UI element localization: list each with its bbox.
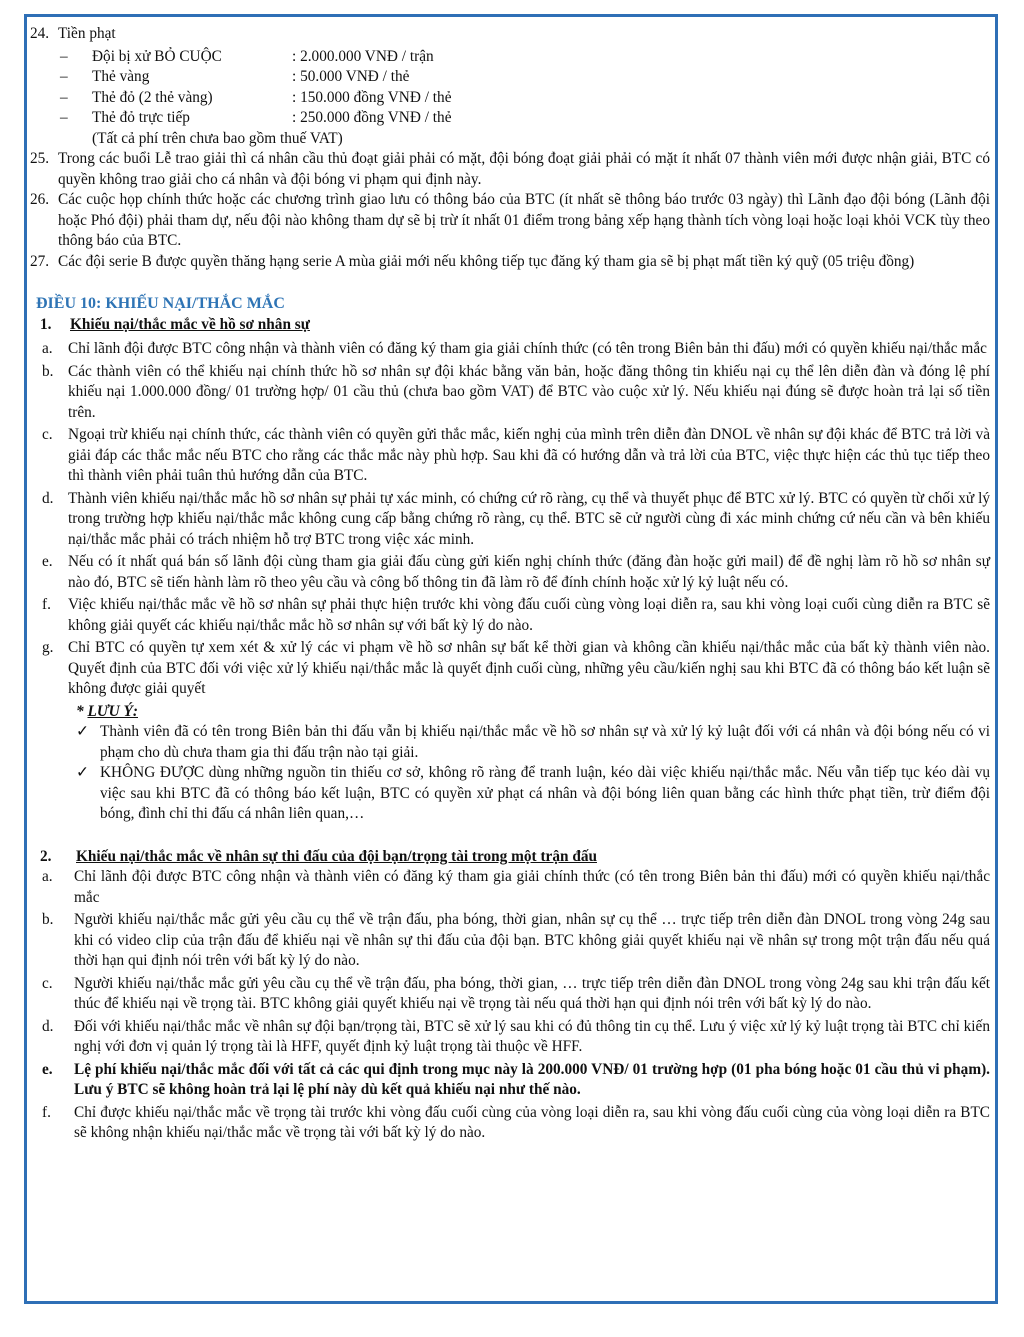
fine-value: : 50.000 VNĐ / thẻ <box>292 68 410 85</box>
note-heading <box>76 702 990 723</box>
subsection-heading-2 <box>40 847 990 868</box>
fine-value: : 250.000 đồng VNĐ / thẻ <box>292 109 452 126</box>
item-letter: f. <box>42 596 51 613</box>
note-label: LƯU Ý: <box>87 702 138 720</box>
fine-label: Đội bị xử BỎ CUỘC <box>92 47 222 65</box>
rule-27 <box>30 252 990 273</box>
list-item <box>42 974 990 1015</box>
item-letter: e. <box>42 553 53 570</box>
fine-label: Thẻ đỏ trực tiếp <box>92 109 190 126</box>
list-item <box>42 339 990 360</box>
list-item <box>42 638 990 700</box>
rule-number: 24. <box>30 25 50 42</box>
note-star: * <box>76 702 88 720</box>
rule-text: Trong các buổi Lễ trao giải thì cá nhân cầu thủ đoạt giải phải có mặt, đội bóng đoạt giải phải có mặt ít nhất 07 thành viên mới được nhận giải, BTC có quyền không trao giải cho cá nhân và đội bóng vi phạm qui định này. <box>58 150 990 188</box>
fine-row <box>60 67 990 88</box>
subsection-number: 2. <box>40 847 52 865</box>
list-item <box>42 867 990 908</box>
item-text: Chỉ được khiếu nại/thắc mắc về trọng tài trước khi vòng đấu cuối cùng của vòng loại diễn ra, sau khi vòng đấu cuối cùng của vòng loại diễn ra BTC sẽ không nhận khiếu nại/thắc mắc về trọng tài với bất kỳ lý do nào. <box>74 1103 990 1141</box>
rule-number: 25. <box>30 150 50 167</box>
list-item <box>42 362 990 424</box>
list-item <box>42 910 990 972</box>
dash: – <box>60 47 68 65</box>
item-letter: b. <box>42 362 54 380</box>
note-text: Thành viên đã có tên trong Biên bản thi đấu vẫn bị khiếu nại/thắc mắc về hồ sơ nhân sự và xử lý kỷ luật đối với cá nhân và đội bóng nếu có vi phạm cho dù chưa tham gia thi đấu trận nào tại giải. <box>100 723 990 761</box>
fine-value: : 2.000.000 VNĐ / trận <box>292 47 434 65</box>
item-letter: e. <box>42 1060 53 1078</box>
rule-title: Tiền phạt <box>58 25 116 42</box>
list-item <box>42 552 990 593</box>
list-item <box>42 1017 990 1058</box>
rule-number: 26. <box>30 191 50 208</box>
rule-24 <box>30 24 990 45</box>
item-text: Thành viên khiếu nại/thắc mắc hồ sơ nhân sự phải tự xác minh, có chứng cứ rõ ràng, cụ thể và thuyết phục để BTC xử lý. BTC có quyền từ chối xử lý trong trường hợp khiếu nại/thắc mắc không cung cấp bằng chứng rõ ràng, cụ thể. BTC sẽ cử người cùng đi xác minh chứng cứ nếu cần và bên khiếu nại/thắc mắc phải có trách nhiệm hỗ trợ BTC trong việc xác minh. <box>68 489 990 548</box>
checkmark-icon: ✓ <box>76 764 89 781</box>
item-letter: d. <box>42 1017 54 1035</box>
fine-label: Thẻ đỏ (2 thẻ vàng) <box>92 88 213 106</box>
fine-value: : 150.000 đồng VNĐ / thẻ <box>292 88 452 106</box>
list-item <box>42 595 990 636</box>
item-letter: c. <box>42 974 53 992</box>
item-letter: b. <box>42 911 54 928</box>
item-text-bold: Lệ phí khiếu nại/thắc mắc đối với tất cả các qui định trong mục này là 200.000 VNĐ/ 01 trường hợp (01 pha bóng hoặc 01 cầu thủ vi phạm). Lưu ý BTC sẽ không hoàn trả lại lệ phí này dù kết quả khiếu nại như thế nào. <box>74 1060 990 1098</box>
section-heading: ĐIỀU 10: KHIẾU NẠI/THẮC MẮC <box>36 295 285 312</box>
item-text: Người khiếu nại/thắc mắc gửi yêu cầu cụ thể về trận đấu, pha bóng, thời gian, … trực tiếp trên diễn đàn DNOL trong vòng 24g sau khi trận đấu kết thúc để khiếu nại về trọng tài. BTC không giải quyết khiếu nại về trọng tài nếu quá thời hạn qui định nói trên với bất kỳ lý do nào. <box>74 974 990 1012</box>
item-letter: d. <box>42 489 54 507</box>
list-item <box>42 1103 990 1144</box>
note-text: KHÔNG ĐƯỢC dùng những nguồn tin thiếu cơ sở, không rõ ràng để tranh luận, kéo dài việc khiếu nại/thắc mắc. Nếu vẫn tiếp tục kéo dài vụ việc sau khi BTC đã có thông báo kết luận, BTC có quyền xử phạt cá nhân và đội bóng liên quan bằng các hình thức phạt tiền, trừ điểm đội bóng, đình chỉ thi đấu cá nhân liên quan,… <box>100 764 990 822</box>
item-text: Đối với khiếu nại/thắc mắc về nhân sự đội bạn/trọng tài, BTC sẽ xử lý sau khi có đủ thông tin cụ thể. Lưu ý việc xử lý kỷ luật trọng tài BTC chỉ kiến nghị với đơn vị quản lý trọng tài là HFF, quyết định kỷ luật trọng tài thuộc về HFF. <box>74 1017 990 1055</box>
list-item <box>42 425 990 487</box>
subsection-number: 1. <box>40 315 52 333</box>
item-letter: a. <box>42 340 53 357</box>
rule-text: Các đội serie B được quyền thăng hạng serie A mùa giải mới nếu không tiếp tục đăng ký tham gia sẽ bị phạt mất tiền ký quỹ (05 triệu đồng) <box>58 252 915 270</box>
note-item <box>76 763 990 825</box>
dash: – <box>60 68 68 85</box>
checkmark-icon: ✓ <box>76 723 89 740</box>
fine-note: (Tất cả phí trên chưa bao gồm thuế VAT) <box>92 129 343 147</box>
subsection-title: Khiếu nại/thắc mắc về hồ sơ nhân sự <box>70 315 310 333</box>
subsection-2-items <box>30 867 990 1144</box>
list-item <box>42 489 990 551</box>
fine-row <box>60 108 990 129</box>
fine-row <box>60 88 990 109</box>
item-text: Ngoại trừ khiếu nại chính thức, các thành viên có quyền gửi thắc mắc, kiến nghị của mình trên diễn đàn DNOL về nhân sự đội khác để BTC trả lời và giải đáp các thắc mắc nếu BTC cho rằng các thắc mắc này phù hợp. Sau khi đã có hướng dẫn và trả lời của BTC, việc thực hiện các thủ tục tiếp theo thì thành viên phải tuân thủ hướng dẫn của BTC. <box>68 426 990 484</box>
item-text: Chỉ lãnh đội được BTC công nhận và thành viên có đăng ký tham gia giải chính thức (có tên trong Biên bản thi đấu) mới có quyền khiếu nại/thắc mắc <box>74 868 990 906</box>
rule-26 <box>30 190 990 252</box>
rule-text: Các cuộc họp chính thức hoặc các chương trình giao lưu có thông báo của BTC (ít nhất sẽ thông báo trước 03 ngày) thì Lãnh đạo đội bóng (Lãnh đội hoặc Phó đội) phải tham dự, nếu đội nào không tham dự sẽ bị trừ ít nhất 01 điểm trong bảng xếp hạng thành tích vòng loại hoặc loại khỏi VCK tùy theo thông báo của BTC. <box>58 191 990 249</box>
subsection-title: Khiếu nại/thắc mắc về nhân sự thi đấu của đội bạn/trọng tài trong một trận đấu <box>76 847 597 865</box>
fine-label: Thẻ vàng <box>92 68 150 85</box>
subsection-1-items <box>30 339 990 825</box>
item-text: Các thành viên có thể khiếu nại chính thức hồ sơ nhân sự đội khác bằng văn bản, hoặc đăng thông tin khiếu nại cụ thể lên diễn đàn và đóng lệ phí khiếu nại 1.000.000 đồng/ 01 trường hợp/ 01 cầu thủ (chưa bao gồm VAT) để BTC vào cuộc xử lý. Nếu khiếu nại đúng sẽ được hoàn trả lại số tiền trên. <box>68 362 990 421</box>
item-letter: c. <box>42 426 53 443</box>
subsection-heading-1 <box>40 315 990 336</box>
item-text: Chỉ lãnh đội được BTC công nhận và thành viên có đăng ký tham gia giải chính thức (có tên trong Biên bản thi đấu) mới có quyền khiếu nại/thắc mắc <box>68 340 987 357</box>
item-letter: a. <box>42 868 53 885</box>
fines-list <box>30 47 990 150</box>
dash: – <box>60 88 68 106</box>
item-text: Chỉ BTC có quyền tự xem xét & xử lý các vi phạm về hồ sơ nhân sự bất kể thời gian và không cần khiếu nại/thắc mắc của bất kỳ thành viên nào. Quyết định của BTC đối với việc xử lý khiếu nại/thắc mắc là quyết định cuối cùng, những yêu cầu/kiến nghị sau khi BTC đã có thông báo kết luận sẽ không được giải quyết <box>68 639 990 697</box>
item-text: Nếu có ít nhất quá bán số lãnh đội cùng tham gia giải đấu cùng gửi kiến nghị chính thức (đăng đàn hoặc gửi mail) để đề nghị làm rõ hồ sơ nhân sự nào đó, BTC sẽ tiến hành làm rõ theo yêu cầu và công bố thông tin đã làm rõ để đính chính hoặc xử lý kỷ luật nếu có. <box>68 553 990 591</box>
item-letter: g. <box>42 639 54 656</box>
note-item <box>76 722 990 763</box>
document-body <box>30 24 990 1146</box>
item-letter: f. <box>42 1103 51 1121</box>
dash: – <box>60 109 68 126</box>
list-item <box>42 1060 990 1101</box>
item-text: Người khiếu nại/thắc mắc gửi yêu cầu cụ thể về trận đấu, pha bóng, thời gian, nhân sự cụ thể … trực tiếp trên diễn đàn DNOL trong vòng 24g sau khi có video clip của trận đấu để khiếu nại về nhân sự thi đấu của đội bạn. BTC không giải quyết khiếu nại về nhân sự trong một trận đấu nếu quá thời hạn qui định nói trên với bất kỳ lý do nào. <box>74 911 990 969</box>
fine-row <box>60 47 990 68</box>
item-text: Việc khiếu nại/thắc mắc về hồ sơ nhân sự phải thực hiện trước khi vòng đấu cuối cùng vòng loại diễn ra, sau khi vòng loại cuối cùng diễn ra BTC sẽ không giải quyết các khiếu nại/thắc mắc hồ sơ nhân sự với bất kỳ lý do nào. <box>68 596 990 634</box>
rule-25 <box>30 149 990 190</box>
rule-number: 27. <box>30 252 50 270</box>
